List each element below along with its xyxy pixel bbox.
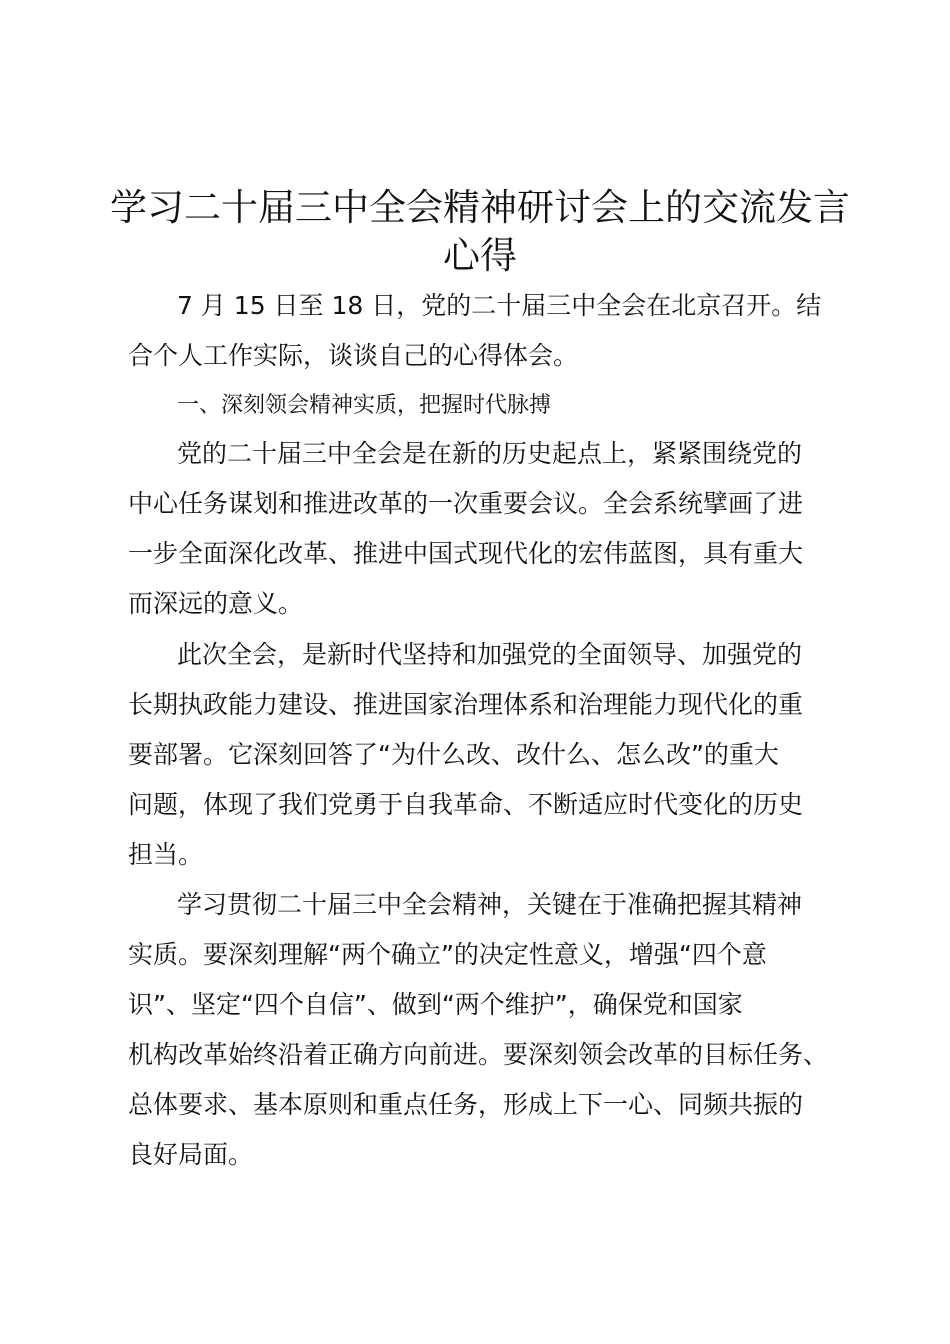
document-title-line-1: 学习二十届三中全会精神研讨会上的交流发言 bbox=[110, 186, 850, 229]
paragraph-line: 担当。 bbox=[128, 840, 204, 869]
section-heading: 一、深刻领会精神实质，把握时代脉搏 bbox=[177, 393, 552, 418]
paragraph-line: 总体要求、基本原则和重点任务，形成上下一心、同频共振的 bbox=[128, 1090, 804, 1119]
paragraph-line: 要部署。它深刻回答了“为什么改、改什么、怎么改”的重大 bbox=[128, 740, 779, 769]
paragraph-line: 识”、坚定“四个自信”、做到“两个维护”，确保党和国家 bbox=[128, 990, 743, 1019]
paragraph-line: 实质。要深刻理解“两个确立”的决定性意义，增强“四个意 bbox=[128, 940, 767, 969]
paragraph-line: 党的二十届三中全会是在新的历史起点上，紧紧围绕党的 bbox=[177, 439, 803, 468]
paragraph-line: 机构改革始终沿着正确方向前进。要深刻领会改革的目标任务、 bbox=[128, 1040, 829, 1069]
paragraph-line: 长期执政能力建设、推进国家治理体系和治理能力现代化的重 bbox=[128, 690, 804, 719]
paragraph-line: 7 月 15 日至 18 日，党的二十届三中全会在北京召开。结 bbox=[177, 291, 822, 320]
paragraph-line: 一步全面深化改革、推进中国式现代化的宏伟蓝图，具有重大 bbox=[128, 539, 804, 568]
document-title-line-2: 心得 bbox=[443, 234, 517, 277]
paragraph-line: 合个人工作实际，谈谈自己的心得体会。 bbox=[128, 341, 579, 370]
paragraph-line: 此次全会，是新时代坚持和加强党的全面领导、加强党的 bbox=[177, 640, 803, 669]
paragraph-line: 而深远的意义。 bbox=[128, 589, 304, 618]
paragraph-line: 问题，体现了我们党勇于自我革命、不断适应时代变化的历史 bbox=[128, 790, 804, 819]
paragraph-line: 良好局面。 bbox=[128, 1140, 254, 1169]
paragraph-line: 中心任务谋划和推进改革的一次重要会议。全会系统擘画了进 bbox=[128, 489, 804, 518]
paragraph-line: 学习贯彻二十届三中全会精神，关键在于准确把握其精神 bbox=[177, 890, 803, 919]
